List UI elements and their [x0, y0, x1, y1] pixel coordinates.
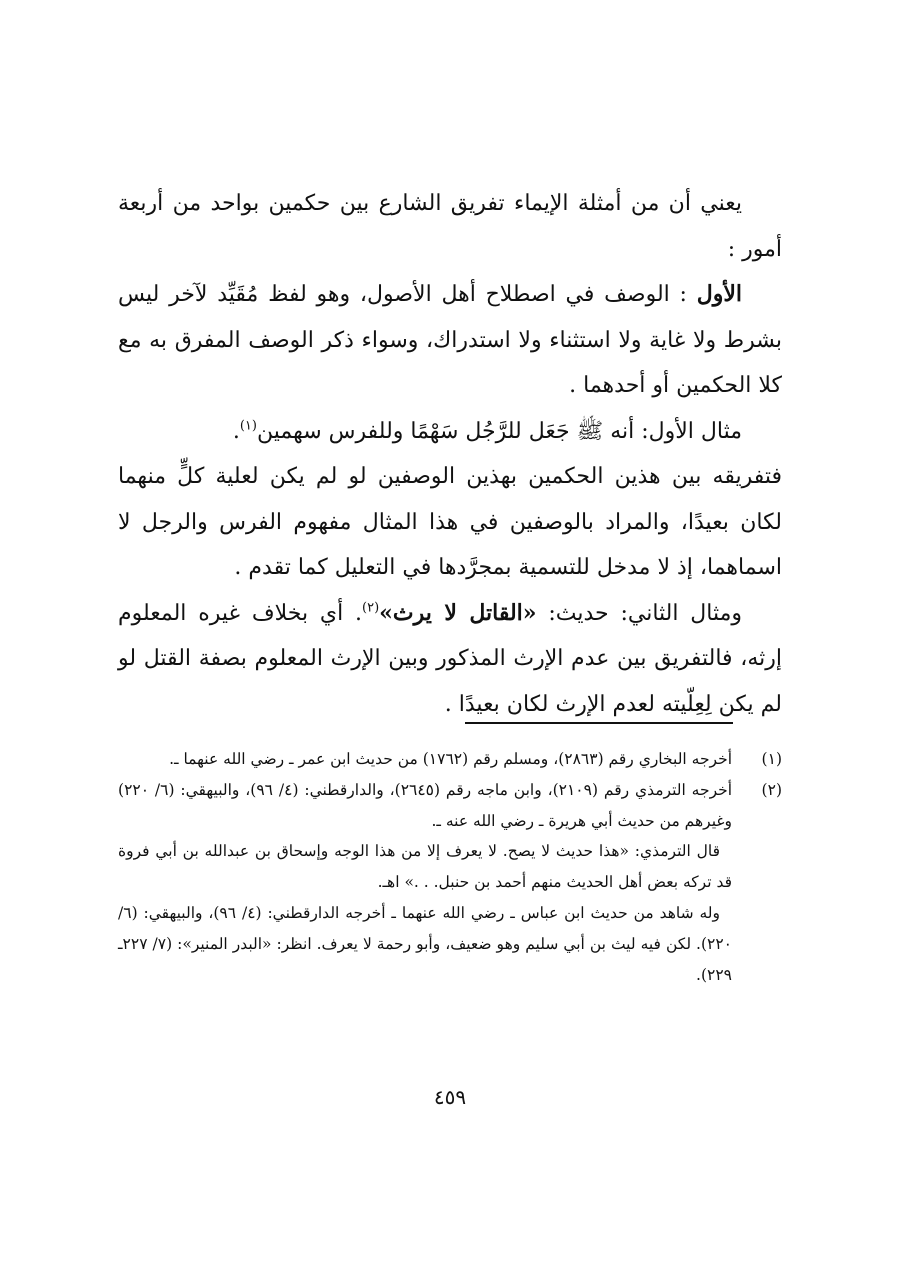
- first-example-text: مثال الأول: أنه ﷺ جَعَل للرَّجُل سَهْمًا وللفرس سهمين: [256, 418, 742, 444]
- paragraph-intro: [118, 181, 782, 272]
- footnote-body: [118, 744, 732, 775]
- footnote-separator: [465, 722, 733, 724]
- first-type-label: الأول: [696, 281, 742, 307]
- footnote-2: [118, 775, 782, 991]
- footnote-text: قال الترمذي: «هذا حديث لا يصح. لا يعرف إلا من هذا الوجه وإسحاق بن عبدالله بن أبي فروة قد تركه بعض أهل الحديث منهم أحمد بن حنبل. . .» اهـ.: [118, 842, 732, 892]
- hadith-quote: «القاتل لا يرث»: [379, 599, 537, 626]
- paragraph-first-type: [118, 272, 782, 409]
- footnote-body: [118, 775, 732, 991]
- footnotes: [118, 744, 782, 990]
- second-example-rest: . أي بخلاف غيره المعلوم إرثه، فالتفريق بين عدم الإرث المذكور وبين الإرث المعلوم بصفة القتل لو لم يكن لِعِلّيته لعدم الإرث لكان بعيدًا .: [118, 600, 782, 717]
- paragraph-second-example: [118, 591, 782, 728]
- first-example-end: .: [232, 418, 240, 444]
- footnote-ref-2[interactable]: (٢): [362, 600, 380, 616]
- intro-text: يعني أن من أمثلة الإيماء تفريق الشارع بين حكمين بواحد من أربعة أمور :: [118, 191, 782, 262]
- footnote-ref-1[interactable]: (١): [239, 418, 257, 434]
- footnote-number: (١): [761, 750, 782, 768]
- footnote-text: أخرجه البخاري رقم (٢٨٦٣)، ومسلم رقم (١٧٦٢) من حديث ابن عمر ـ رضي الله عنهما ـ.: [169, 750, 732, 768]
- footnote-text: وله شاهد من حديث ابن عباس ـ رضي الله عنهما ـ أخرجه الدارقطني: (٤/ ٩٦)، والبيهقي: (٦/ ٢٢٠). لكن فيه ليث بن أبي سليم وهو ضعيف، وأبو رحمة لا يعرف. انظر: «البدر المنير»: (٧/ ٢٢٧ـ ٢٢٩).: [118, 903, 732, 984]
- footnote-text: أخرجه الترمذي رقم (٢١٠٩)، وابن ماجه رقم (٢٦٤٥)، والدارقطني: (٤/ ٩٦)، والبيهقي: (٦/ ٢٢٠) وغيرهم من حديث أبي هريرة ـ رضي الله عنه ـ.: [118, 780, 733, 830]
- first-type-text: : الوصف في اصطلاح أهل الأصول، وهو لفظ مُقَيِّد لآخر ليس بشرط ولا غاية ولا استثناء ولا استدراك، وسواء ذكر الوصف المفرق به مع كلا الحكمين أو أحدهما .: [118, 282, 782, 398]
- footnote-1: [118, 744, 782, 775]
- footnote-number: (٢): [761, 780, 782, 799]
- paragraph-explanation: [118, 454, 782, 591]
- main-text: [118, 181, 782, 727]
- explanation-text: فتفريقه بين هذين الحكمين بهذين الوصفين لو لم يكن لعلية كلٍّ منهما لكان بعيدًا، والمراد بالوصفين في هذا المثال مفهوم الفرس والرجل لا اسماهما، إذ لا مدخل للتسمية بمجرَّدها في التعليل كما تقدم .: [118, 464, 782, 580]
- second-example-start: ومثال الثاني: حديث:: [548, 600, 743, 626]
- page-number: ٤٥٩: [433, 1085, 467, 1109]
- paragraph-first-example: [118, 409, 782, 455]
